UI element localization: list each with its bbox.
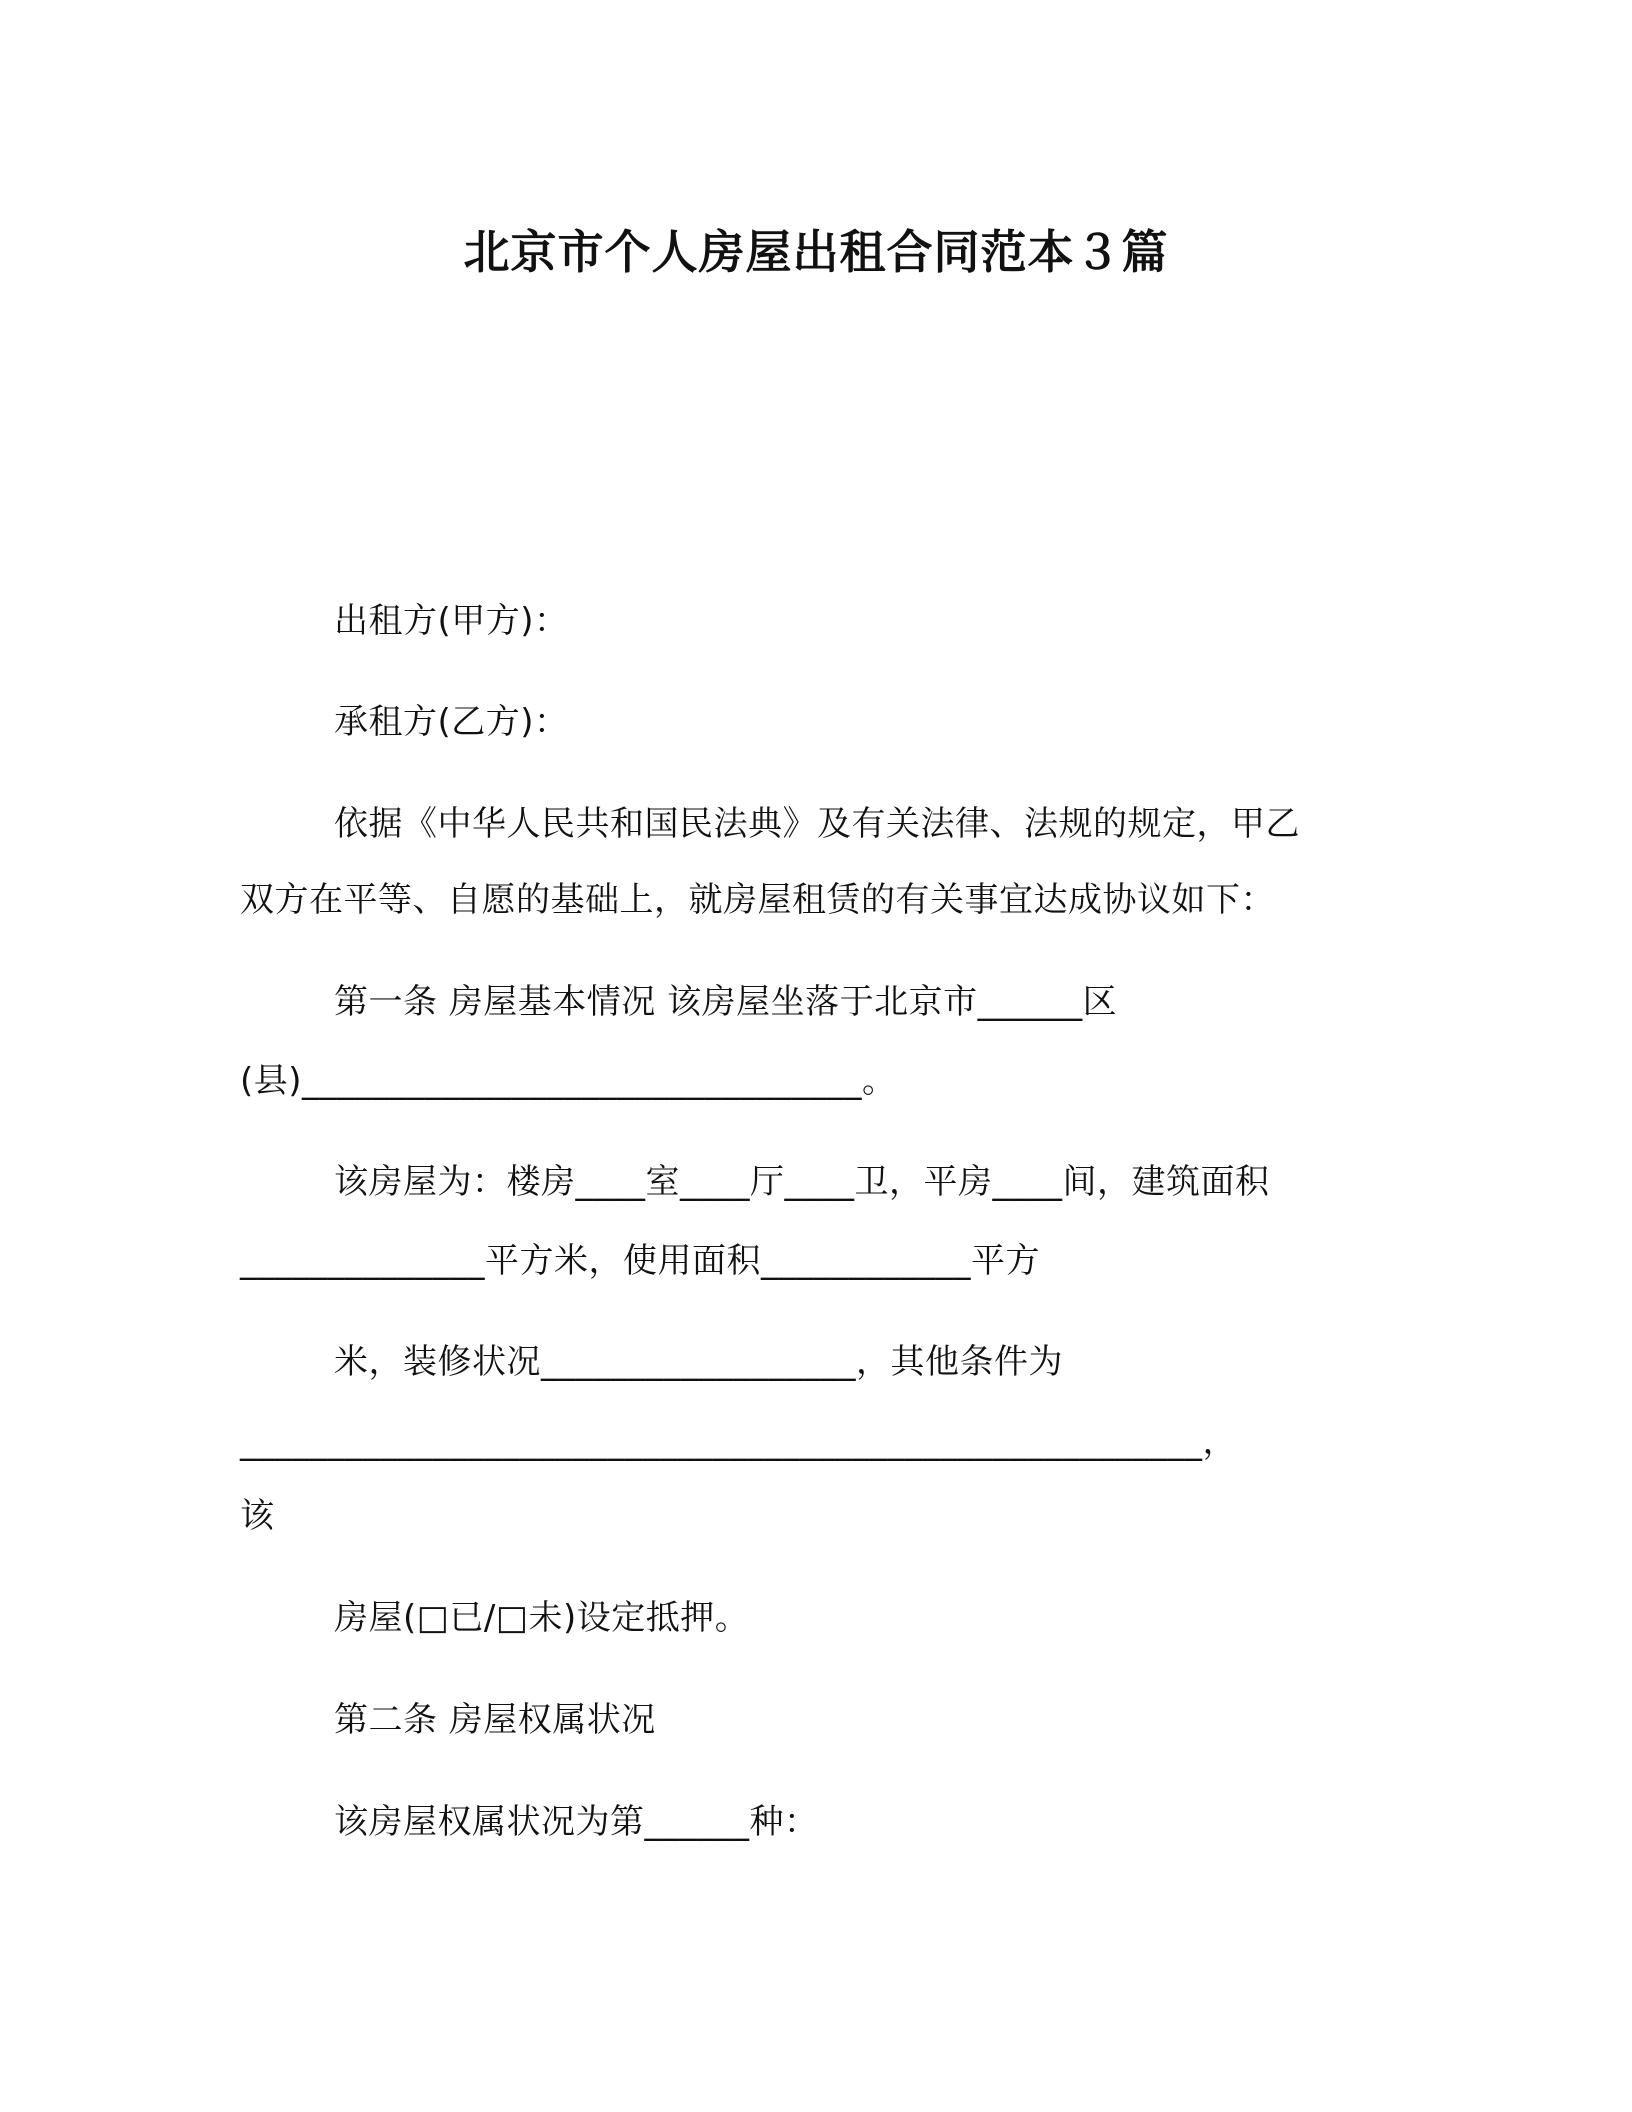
house-type-line-1: 该房屋为：楼房____室____厅____卫，平房____间，建筑面积 <box>334 1162 1270 1202</box>
lessee-line: 承租方(乙方)： <box>334 702 569 742</box>
ownership-status-line: 该房屋权属状况为第______种： <box>334 1802 819 1842</box>
preamble-line-1: 依据《中华人民共和国民法典》及有关法律、法规的规定，甲乙 <box>334 804 1300 844</box>
document-title: 北京市个人房屋出租合同范本３篇 <box>463 225 1169 279</box>
article-2-heading: 第二条 房屋权属状况 <box>334 1700 656 1740</box>
house-type-line-2: ______________平方米，使用面积____________平方 <box>240 1241 1040 1281</box>
article-1-line-1: 第一条 房屋基本情况 该房屋坐落于北京市______区 <box>334 982 1118 1022</box>
continuation-line: 该 <box>240 1496 275 1536</box>
other-conditions-blank-line: _______________________________________________________， <box>240 1422 1237 1462</box>
decoration-line: 米，装修状况__________________，其他条件为 <box>334 1342 1063 1382</box>
lessor-line: 出租方(甲方)： <box>334 601 569 641</box>
mortgage-line: 房屋(□已/□未)设定抵押。 <box>334 1598 750 1638</box>
article-1-line-2: (县)________________________________。 <box>240 1061 897 1101</box>
preamble-line-2: 双方在平等、自愿的基础上，就房屋租赁的有关事宜达成协议如下： <box>240 880 1275 920</box>
